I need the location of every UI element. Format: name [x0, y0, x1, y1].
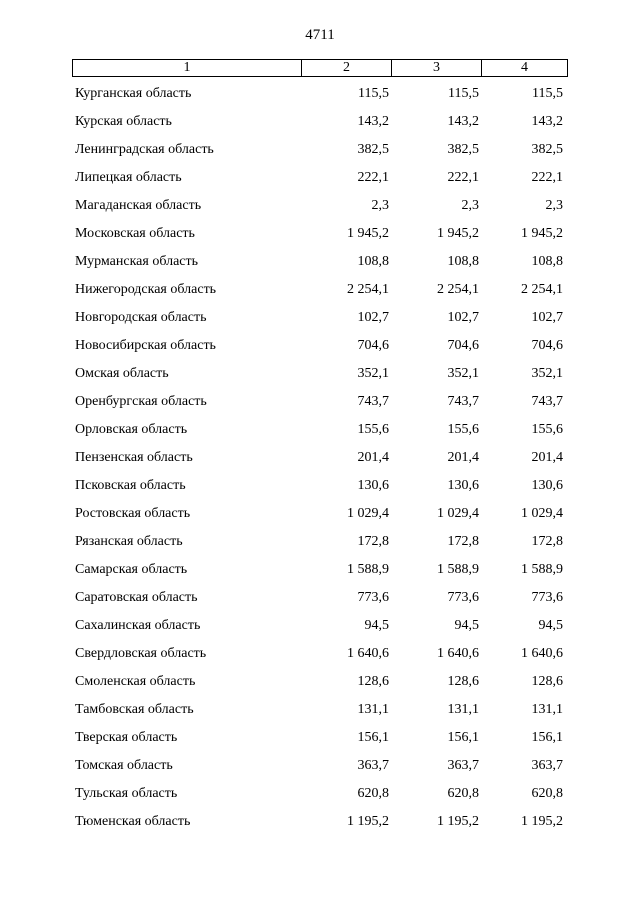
table-row	[72, 248, 568, 276]
value-cell-column-4: 743,7	[531, 394, 563, 409]
table-row	[72, 388, 568, 416]
table-row	[72, 528, 568, 556]
region-cell: Тюменская область	[75, 814, 191, 829]
region-cell: Тульская область	[75, 786, 178, 801]
table-row	[72, 556, 568, 584]
table-row	[72, 612, 568, 640]
value-cell-column-3: 1 029,4	[437, 506, 479, 521]
value-cell-column-2: 2,3	[371, 198, 389, 213]
value-cell-column-3: 128,6	[447, 674, 479, 689]
region-cell: Магаданская область	[75, 198, 202, 213]
column-header-4: 4	[521, 60, 528, 75]
value-cell-column-4: 704,6	[531, 338, 563, 353]
table-row	[72, 500, 568, 528]
table-row	[72, 80, 568, 108]
region-cell: Саратовская область	[75, 590, 198, 605]
table-row	[72, 584, 568, 612]
value-cell-column-4: 363,7	[531, 758, 563, 773]
value-cell-column-3: 743,7	[447, 394, 479, 409]
value-cell-column-3: 222,1	[447, 170, 479, 185]
value-cell-column-2: 172,8	[357, 534, 389, 549]
value-cell-column-4: 1 195,2	[521, 814, 563, 829]
region-cell: Самарская область	[75, 562, 188, 577]
value-cell-column-2: 620,8	[357, 786, 389, 801]
region-cell: Тверская область	[75, 730, 178, 745]
value-cell-column-3: 1 588,9	[437, 562, 479, 577]
value-cell-column-4: 131,1	[531, 702, 563, 717]
value-cell-column-3: 773,6	[447, 590, 479, 605]
value-cell-column-3: 156,1	[447, 730, 479, 745]
value-cell-column-2: 1 588,9	[347, 562, 389, 577]
region-cell: Липецкая область	[75, 170, 182, 185]
value-cell-column-4: 94,5	[538, 618, 563, 633]
region-cell: Рязанская область	[75, 534, 183, 549]
value-cell-column-4: 172,8	[531, 534, 563, 549]
value-cell-column-3: 94,5	[454, 618, 479, 633]
value-cell-column-2: 773,6	[357, 590, 389, 605]
value-cell-column-2: 128,6	[357, 674, 389, 689]
value-cell-column-4: 773,6	[531, 590, 563, 605]
table-row	[72, 136, 568, 164]
table-row	[72, 276, 568, 304]
value-cell-column-2: 143,2	[357, 114, 389, 129]
value-cell-column-2: 130,6	[357, 478, 389, 493]
table-row	[72, 360, 568, 388]
value-cell-column-3: 1 945,2	[437, 226, 479, 241]
value-cell-column-3: 130,6	[447, 478, 479, 493]
table-row	[72, 752, 568, 780]
value-cell-column-3: 155,6	[447, 422, 479, 437]
value-cell-column-4: 1 945,2	[521, 226, 563, 241]
value-cell-column-2: 363,7	[357, 758, 389, 773]
value-cell-column-3: 143,2	[447, 114, 479, 129]
region-cell: Смоленская область	[75, 674, 196, 689]
value-cell-column-4: 201,4	[531, 450, 563, 465]
value-cell-column-3: 201,4	[447, 450, 479, 465]
value-cell-column-4: 222,1	[531, 170, 563, 185]
value-cell-column-4: 156,1	[531, 730, 563, 745]
value-cell-column-2: 704,6	[357, 338, 389, 353]
table-row	[72, 668, 568, 696]
value-cell-column-4: 382,5	[531, 142, 563, 157]
table-row	[72, 108, 568, 136]
value-cell-column-2: 155,6	[357, 422, 389, 437]
page-number: 4711	[305, 27, 335, 43]
value-cell-column-3: 108,8	[447, 254, 479, 269]
value-cell-column-4: 108,8	[531, 254, 563, 269]
value-cell-column-3: 2,3	[461, 198, 479, 213]
table-row	[72, 640, 568, 668]
region-cell: Оренбургская область	[75, 394, 207, 409]
value-cell-column-2: 1 640,6	[347, 646, 389, 661]
value-cell-column-4: 2,3	[545, 198, 563, 213]
table-row	[72, 696, 568, 724]
table-row	[72, 332, 568, 360]
region-cell: Новгородская область	[75, 310, 207, 325]
table-row	[72, 304, 568, 332]
value-cell-column-2: 1 195,2	[347, 814, 389, 829]
table-row	[72, 444, 568, 472]
value-cell-column-3: 131,1	[447, 702, 479, 717]
value-cell-column-4: 1 029,4	[521, 506, 563, 521]
region-cell: Новосибирская область	[75, 338, 216, 353]
value-cell-column-4: 620,8	[531, 786, 563, 801]
region-cell: Орловская область	[75, 422, 188, 437]
value-cell-column-4: 128,6	[531, 674, 563, 689]
region-cell: Омская область	[75, 366, 169, 381]
region-cell: Ростовская область	[75, 506, 191, 521]
value-cell-column-2: 131,1	[357, 702, 389, 717]
value-cell-column-3: 172,8	[447, 534, 479, 549]
table-row	[72, 416, 568, 444]
value-cell-column-2: 108,8	[357, 254, 389, 269]
region-cell: Томская область	[75, 758, 173, 773]
value-cell-column-4: 1 588,9	[521, 562, 563, 577]
value-cell-column-2: 102,7	[357, 310, 389, 325]
value-cell-column-4: 2 254,1	[521, 282, 563, 297]
value-cell-column-3: 1 640,6	[437, 646, 479, 661]
table-row	[72, 220, 568, 248]
value-cell-column-4: 130,6	[531, 478, 563, 493]
value-cell-column-4: 115,5	[532, 86, 563, 101]
table-row	[72, 780, 568, 808]
value-cell-column-3: 363,7	[447, 758, 479, 773]
region-cell: Нижегородская область	[75, 282, 217, 297]
region-cell: Курганская область	[75, 86, 192, 101]
table-row	[72, 192, 568, 220]
value-cell-column-2: 352,1	[357, 366, 389, 381]
value-cell-column-2: 743,7	[357, 394, 389, 409]
value-cell-column-3: 1 195,2	[437, 814, 479, 829]
region-cell: Псковская область	[75, 478, 186, 493]
value-cell-column-3: 382,5	[447, 142, 479, 157]
value-cell-column-3: 352,1	[447, 366, 479, 381]
value-cell-column-2: 2 254,1	[347, 282, 389, 297]
region-cell: Московская область	[75, 226, 195, 241]
value-cell-column-2: 201,4	[357, 450, 389, 465]
region-cell: Курская область	[75, 114, 172, 129]
value-cell-column-3: 102,7	[447, 310, 479, 325]
column-header-2: 2	[302, 60, 392, 76]
value-cell-column-4: 102,7	[531, 310, 563, 325]
table-row	[72, 724, 568, 752]
value-cell-column-4: 1 640,6	[521, 646, 563, 661]
value-cell-column-3: 620,8	[447, 786, 479, 801]
value-cell-column-3: 704,6	[447, 338, 479, 353]
table-row	[72, 472, 568, 500]
value-cell-column-3: 2 254,1	[437, 282, 479, 297]
table-header	[72, 59, 568, 77]
region-cell: Ленинградская область	[75, 142, 214, 157]
region-cell: Сахалинская область	[75, 618, 201, 633]
value-cell-column-4: 155,6	[531, 422, 563, 437]
value-cell-column-2: 1 029,4	[347, 506, 389, 521]
region-cell: Пензенская область	[75, 450, 193, 465]
value-cell-column-4: 143,2	[531, 114, 563, 129]
value-cell-column-2: 382,5	[357, 142, 389, 157]
table-row	[72, 808, 568, 836]
region-cell: Тамбовская область	[75, 702, 194, 717]
value-cell-column-2: 1 945,2	[347, 226, 389, 241]
table-row	[72, 164, 568, 192]
region-cell: Свердловская область	[75, 646, 207, 661]
column-header-1: 1	[73, 60, 302, 76]
column-header-3: 3	[392, 60, 482, 76]
value-cell-column-4: 352,1	[531, 366, 563, 381]
value-cell-column-2: 115,5	[358, 86, 389, 101]
value-cell-column-2: 156,1	[357, 730, 389, 745]
region-cell: Мурманская область	[75, 254, 199, 269]
value-cell-column-3: 115,5	[448, 86, 479, 101]
table-body	[72, 80, 568, 836]
value-cell-column-2: 94,5	[364, 618, 389, 633]
value-cell-column-2: 222,1	[357, 170, 389, 185]
